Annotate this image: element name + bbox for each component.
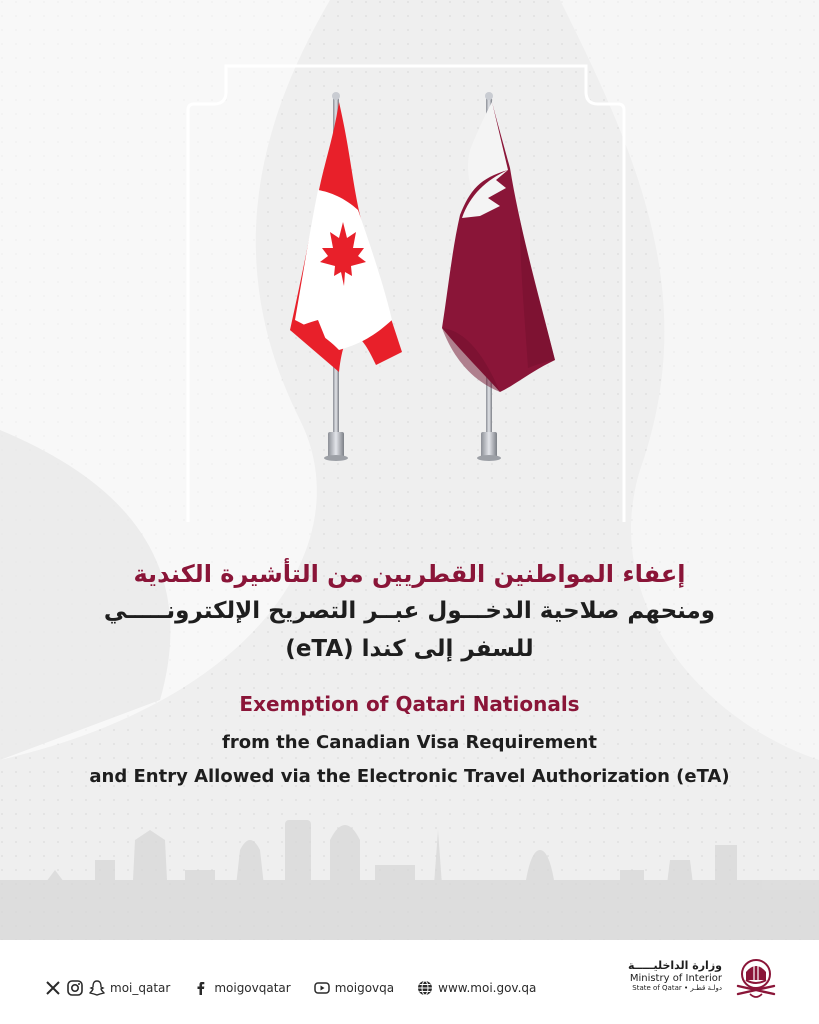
qatar-flag bbox=[442, 92, 555, 461]
snapchat-icon bbox=[88, 979, 106, 997]
social-handle: www.moi.gov.qa bbox=[438, 981, 537, 995]
qatar-emblem-icon bbox=[728, 950, 784, 1006]
headline-arabic-title: إعفاء المواطنين القطريين من التأشيرة الكندية bbox=[133, 560, 686, 588]
doha-skyline-illustration bbox=[0, 810, 819, 940]
canada-flag bbox=[290, 92, 402, 461]
logo-text bbox=[628, 960, 722, 992]
social-item-website[interactable] bbox=[416, 979, 536, 997]
headline-arabic-line3: للسفر إلى كندا (eTA) bbox=[285, 636, 534, 662]
x-icon bbox=[44, 979, 62, 997]
facebook-icon bbox=[192, 979, 210, 997]
social-item-youtube[interactable] bbox=[313, 979, 394, 997]
headline-english-line2: from the Canadian Visa Requirement bbox=[222, 732, 597, 753]
social-item-moi-qatar[interactable] bbox=[44, 979, 170, 997]
social-handle: moi_qatar bbox=[110, 981, 171, 995]
social-links bbox=[44, 976, 558, 1000]
headline-arabic-line2: ومنحهم صلاحية الدخـــول عبــر التصريح الإلكترونـــــي bbox=[103, 598, 716, 624]
social-handle: moigovqa bbox=[334, 981, 395, 995]
logo-state-name: State of Qatar • دولـة قطـر bbox=[632, 984, 722, 993]
ministry-logo bbox=[614, 950, 784, 1010]
globe-icon bbox=[416, 979, 434, 997]
headline-english-title: Exemption of Qatari Nationals bbox=[239, 692, 580, 716]
instagram-icon bbox=[66, 979, 84, 997]
logo-arabic-name: وزارة الداخليـــــة bbox=[628, 959, 722, 972]
youtube-icon bbox=[313, 979, 331, 997]
social-item-facebook[interactable] bbox=[192, 979, 290, 997]
headline-english-line3: and Entry Allowed via the Electronic Travel Authorization (eTA) bbox=[89, 766, 730, 787]
logo-english-name: Ministry of Interior bbox=[629, 972, 722, 984]
social-handle: moigovqatar bbox=[214, 981, 291, 995]
